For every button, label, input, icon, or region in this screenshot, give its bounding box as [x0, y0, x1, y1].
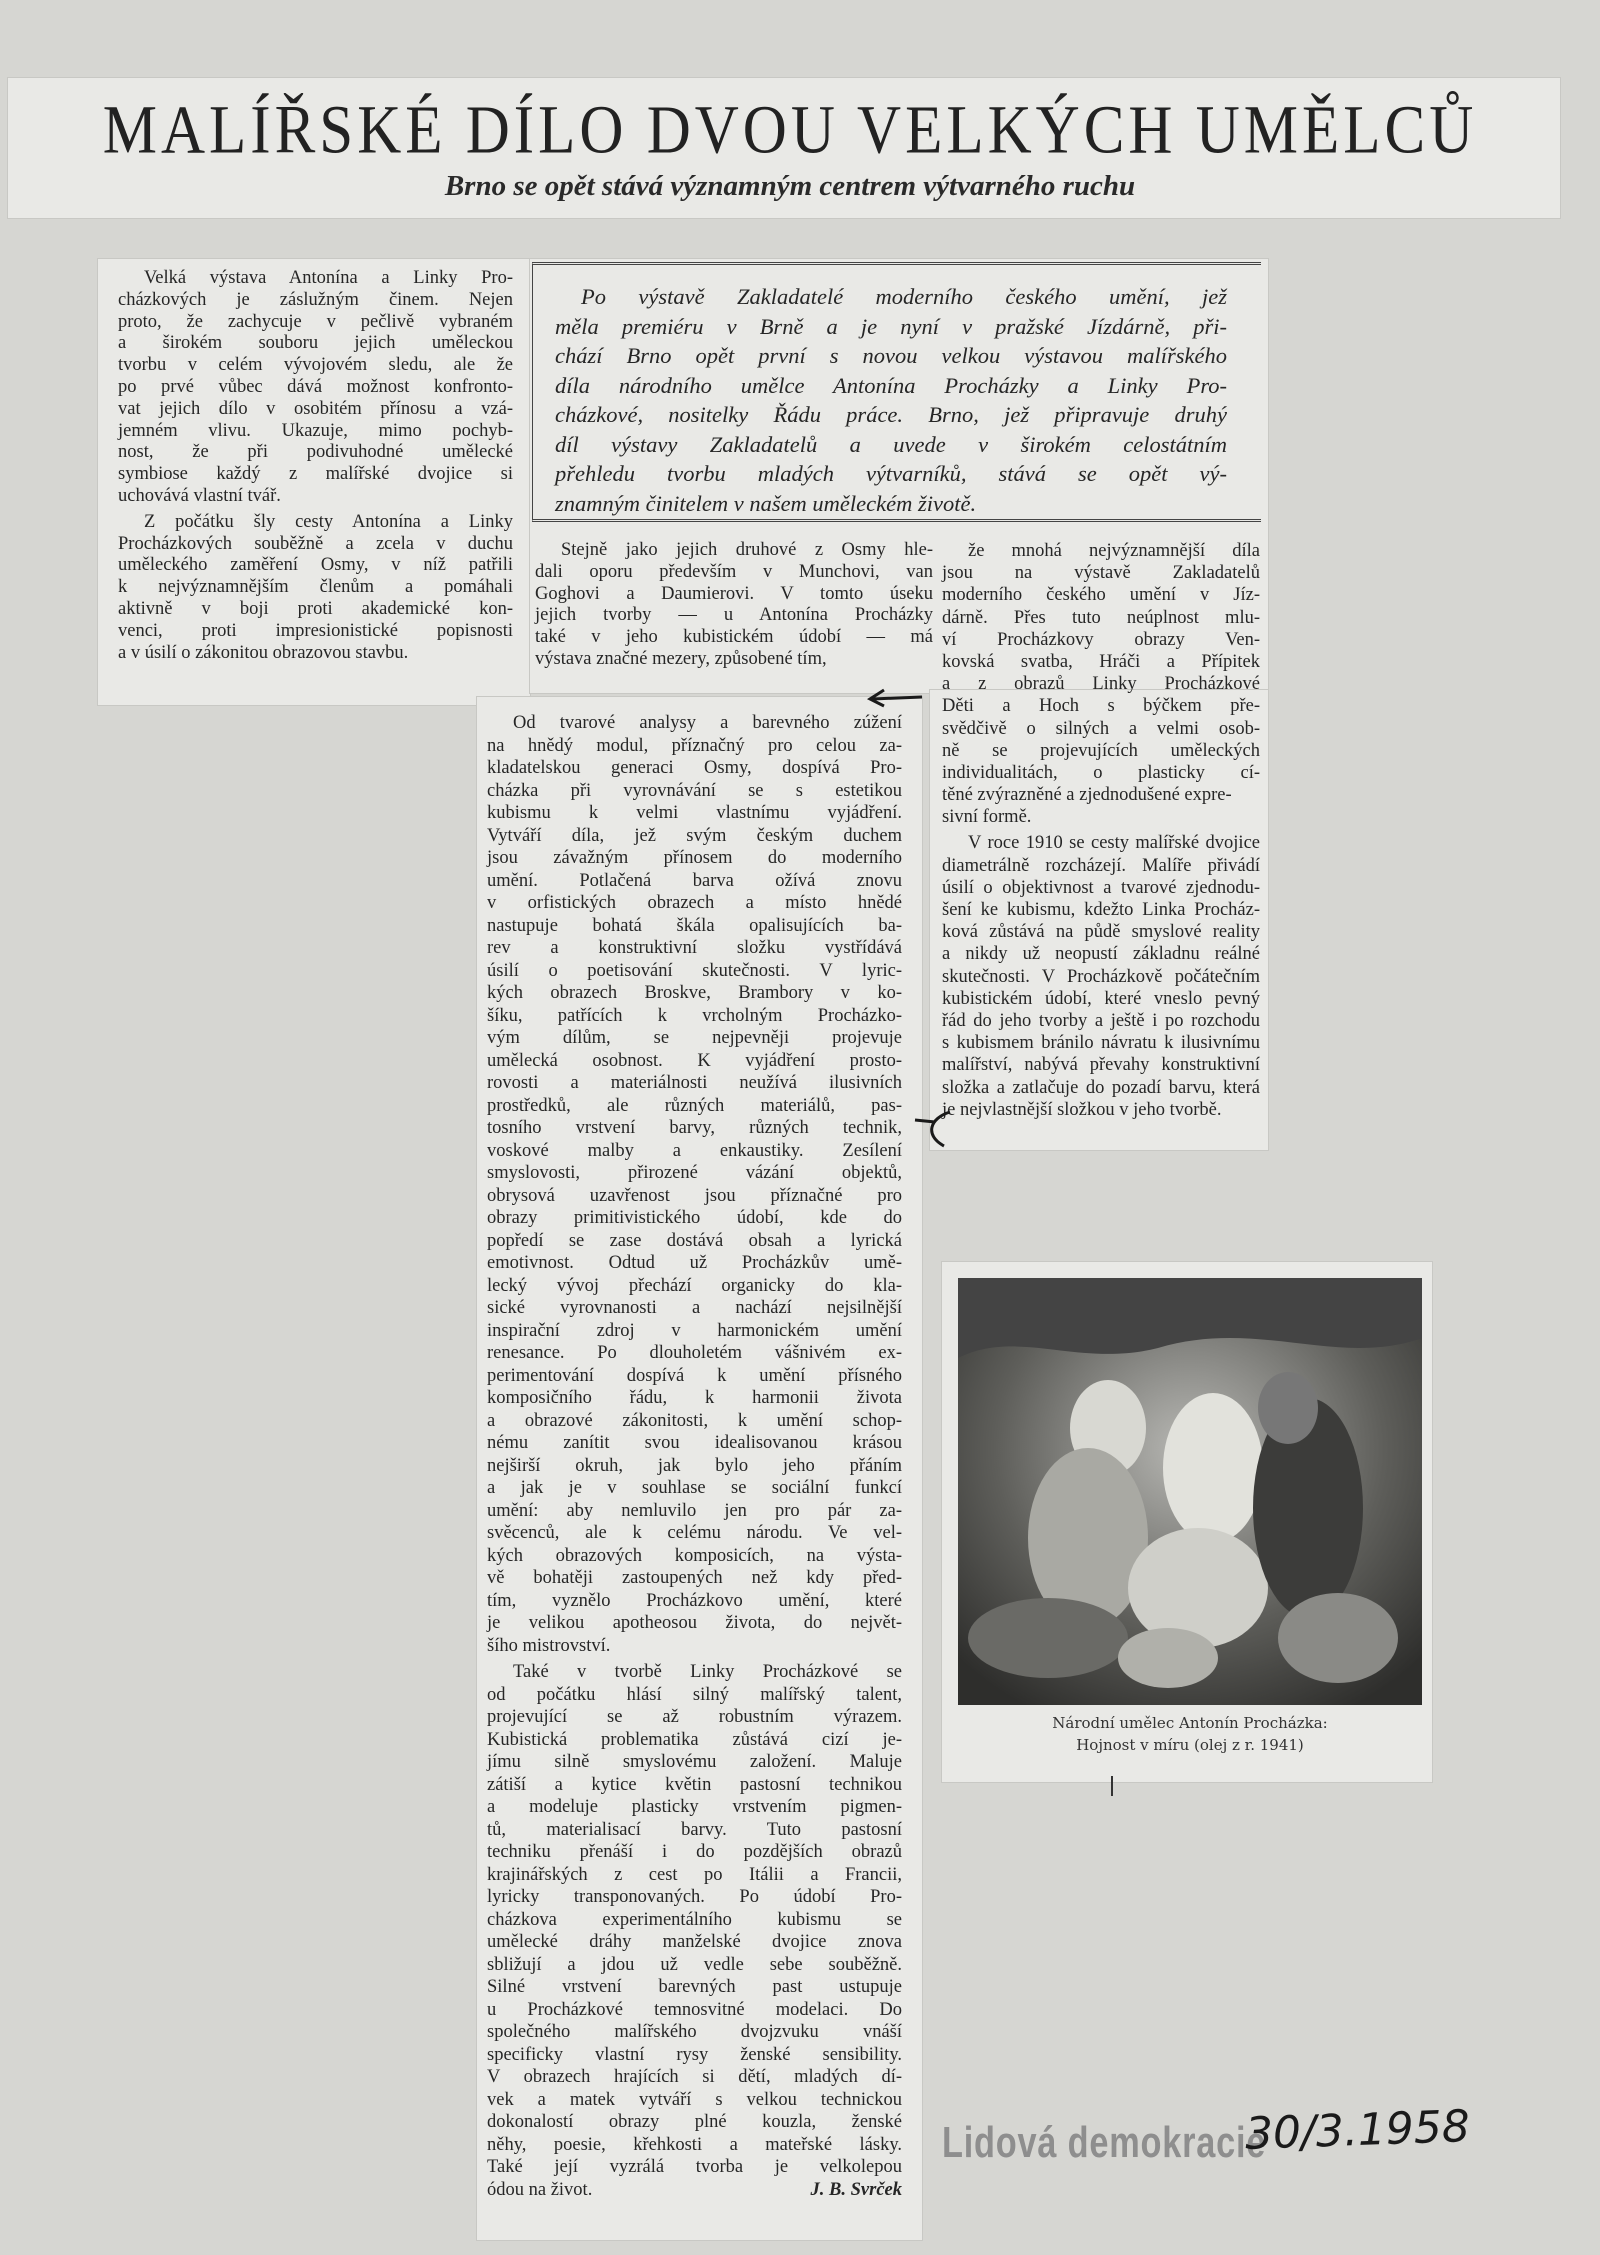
- text-line-content: individualitách, o plasticky cí-: [942, 762, 1260, 783]
- text-line-content: vě bohatěji zastoupených než kdy před-: [487, 1568, 902, 1588]
- text-line-content: smyslovosti, přirozené vázání objektů,: [487, 1163, 902, 1183]
- text-line: [487, 1387, 902, 1410]
- text-line-content: svědčivě o silných a velmi osob-: [942, 718, 1260, 739]
- text-line: [487, 1117, 902, 1140]
- text-line-content: a v úsilí o zákonitou obrazovou stavbu.: [118, 642, 409, 663]
- text-line: [487, 847, 902, 870]
- painting-image: [958, 1278, 1422, 1705]
- text-line: [942, 784, 1260, 806]
- text-line-content: také v jeho kubistickém údobí — má: [535, 627, 933, 648]
- text-line: [487, 892, 902, 915]
- text-line: [555, 400, 1227, 430]
- text-line-content: dárně. Přes tuto neúplnost mlu-: [942, 607, 1260, 628]
- text-line-content: Děti a Hoch s býčkem pře-: [942, 696, 1260, 717]
- text-line-content: Také její vyzrálá tvorba je velkolepou: [487, 2157, 902, 2177]
- paragraph: [487, 712, 902, 1657]
- text-line-content: Od tvarové analysy a barevného zúžení: [513, 713, 902, 733]
- text-line-content: komposičního řádu, k harmonii života: [487, 1388, 902, 1408]
- text-line-content: Procházkových souběžně a zcela v duchu: [118, 533, 513, 554]
- text-line-content: dokonalostí obrazy plné kouzla, ženské: [487, 2112, 902, 2132]
- text-line: [487, 1005, 902, 1028]
- text-line: [118, 464, 513, 486]
- text-line: [555, 282, 1227, 312]
- text-line-content: kubistickém údobí, které vneslo pevný: [942, 988, 1260, 1009]
- text-line-content: a modeluje plasticky vrstvením pigmen-: [487, 1797, 902, 1817]
- text-line: [942, 832, 1260, 854]
- paragraph: [555, 282, 1227, 518]
- text-line: [487, 1684, 902, 1707]
- text-line-content: Vytváří díla, jež svým českým duchem: [487, 825, 902, 846]
- text-line-content: těné zvýrazněné a zjednodušené expre-: [942, 785, 1232, 806]
- text-line-content: rovosti a materiálnosti neužívá ilusivních: [487, 1073, 902, 1093]
- text-line: [942, 584, 1260, 606]
- text-line-content: tů, materialisací barvy. Tuto pastosní: [487, 1819, 902, 1840]
- text-line-content: že mnohá nejvýznamnější díla: [968, 541, 1260, 561]
- text-line: [487, 2111, 902, 2134]
- text-line-content: kovská svatba, Hráči a Přípitek: [942, 651, 1260, 672]
- text-line-content: chází Brno opět první s novou velkou výstavou malířského: [555, 343, 1227, 368]
- text-line-content: sické vyrovnanosti a nachází nejsilnější: [487, 1298, 902, 1318]
- text-line-content: jsou závažným přínosem do moderního: [487, 848, 902, 868]
- text-line: [942, 629, 1260, 651]
- text-line-content: šení ke kubismu, kdežto Linka Procház-: [942, 900, 1260, 920]
- text-line: [487, 2044, 902, 2067]
- text-line: [487, 1567, 902, 1590]
- text-line-content: V roce 1910 se cesty malířské dvojice: [968, 833, 1260, 854]
- text-line: [487, 937, 902, 960]
- text-line-content: cházka při vyrovnávání se s estetikou: [487, 780, 902, 801]
- text-line: [487, 2089, 902, 2112]
- text-line: [942, 1099, 1260, 1121]
- text-line-content: diametrálně rozcházejí. Malíře přivádí: [942, 855, 1260, 876]
- text-line: [118, 577, 513, 599]
- intro-box-text: [555, 282, 1227, 518]
- text-line-content: perimentování dospívá k umění přísného: [487, 1365, 902, 1386]
- text-line-content: je nejvlastnější složkou v jeho tvorbě.: [942, 1099, 1222, 1120]
- column-b-text: [942, 540, 1260, 1121]
- text-line-content: zátiší a kytice květin pastosní technikou: [487, 1774, 902, 1795]
- text-line: [942, 673, 1260, 695]
- text-line: [942, 899, 1260, 921]
- text-line-content: a jak je v souhlase se sociální funkcí: [487, 1478, 902, 1498]
- text-line: [118, 399, 513, 421]
- text-line-content: skutečnosti. V Procházkově počátečním: [942, 966, 1260, 987]
- text-line-content: něhy, poesie, křehkosti a mateřské lásky.: [487, 2134, 902, 2155]
- text-line-content: úsilí o objektivnost a tvarové zjednodu-: [942, 877, 1260, 898]
- text-line-content: je velikou apotheosou života, do největ-: [487, 1613, 902, 1633]
- text-line-content: a nikdy už neopustí základnu reálné: [942, 944, 1260, 965]
- text-line-content: Silné vrstvení barevných past ustupuje: [487, 1977, 902, 1997]
- paragraph: [118, 268, 513, 508]
- text-line: [487, 757, 902, 780]
- text-line-content: Goghovi a Daumierovi. V tomto úseku: [535, 583, 933, 604]
- caption-line-2: Hojnost v míru (olej z r. 1941): [1076, 1736, 1304, 1754]
- paragraph: [942, 540, 1260, 828]
- text-line: [487, 1774, 902, 1797]
- text-line-content: šíku, patřících k vrcholným Procházko-: [487, 1005, 902, 1026]
- text-line-content: složka a zatlačuje do pozadí barvu, která: [942, 1077, 1260, 1098]
- text-line-content: malířství, nabývá převahy konstruktivní: [942, 1055, 1260, 1076]
- text-line: [118, 442, 513, 464]
- text-line: [487, 915, 902, 938]
- text-line-content: nému zanítit svou idealisovanou krásou: [487, 1433, 902, 1453]
- text-line-content: jemném vlivu. Ukazuje, mimo pochyb-: [118, 420, 513, 441]
- text-line: [487, 712, 902, 735]
- text-line-content: umění: aby nemluvilo jen pro pár za-: [487, 1500, 902, 1521]
- text-line-content: umělecká osobnost. K vyjádření prosto-: [487, 1050, 902, 1071]
- text-line-content: přehledu tvorbu mladých výtvarníků, stává se opět vý-: [555, 461, 1227, 486]
- text-line-content: popředí se zase dostává obsah a lyrická: [487, 1230, 902, 1251]
- text-line: [942, 1010, 1260, 1032]
- text-line: [487, 1095, 902, 1118]
- text-line: [487, 1342, 902, 1365]
- text-line-content: tvorbu v celém vývojovém sledu, ale že: [118, 355, 513, 376]
- text-line: [487, 1729, 902, 1752]
- text-line-content: rev a konstruktivní složku vystřídává: [487, 938, 902, 958]
- text-line-content: obrazy primitivistického údobí, kde do: [487, 1208, 902, 1228]
- text-line: [487, 825, 902, 848]
- text-line: [487, 1455, 902, 1478]
- text-line: [942, 651, 1260, 673]
- text-line: [487, 1207, 902, 1230]
- text-line: [487, 1185, 902, 1208]
- text-line: [487, 1751, 902, 1774]
- text-line-content: ví Procházkovy obrazy Ven-: [942, 629, 1260, 650]
- text-line: [487, 1661, 902, 1684]
- text-line-content: ková zůstává na půdě smyslové reality: [942, 922, 1260, 943]
- text-line-content: sbližují a jdou už vedle sebe souběžně.: [487, 1954, 902, 1975]
- headline-title: MALÍŘSKÉ DÍLO DVOU VELKÝCH UMĚLCŮ: [102, 92, 1478, 168]
- text-line: [555, 371, 1227, 401]
- text-line: [487, 1477, 902, 1500]
- text-line: [487, 1297, 902, 1320]
- text-line: [118, 268, 513, 290]
- text-line-content: lyricky transponovaných. Po údobí Pro-: [487, 1887, 902, 1907]
- text-line-content: uchovává vlastní tvář.: [118, 485, 281, 506]
- author-signature: J. B. Svrček: [810, 2179, 902, 2200]
- text-line-content: k nejvýznamnějším členům a pomáhali: [118, 577, 513, 598]
- text-line: [118, 290, 513, 312]
- text-line-content: inspirační zdroj v harmonickém umění: [487, 1320, 902, 1341]
- text-line: [487, 1027, 902, 1050]
- text-line: [487, 735, 902, 758]
- text-line-content: sivní formě.: [942, 807, 1032, 828]
- text-line-content: Po výstavě Zakladatelé moderního českého umění, jež: [581, 284, 1227, 309]
- text-line-content: obrysová uzavřenost jsou příznačné pro: [487, 1185, 902, 1206]
- text-line-content: V obrazech hrajících si dětí, mladých dí-: [487, 2067, 902, 2087]
- text-line: [118, 621, 513, 643]
- paragraph: [535, 540, 933, 671]
- text-line: [118, 355, 513, 377]
- text-line: [487, 780, 902, 803]
- text-line: [942, 1054, 1260, 1076]
- center-column-text: [487, 712, 902, 2201]
- text-line: [487, 960, 902, 983]
- text-line-content: voskové malby a enkaustiky. Zesílení: [487, 1140, 902, 1161]
- text-line: [942, 1077, 1260, 1099]
- text-line: [535, 540, 933, 562]
- text-line-content: specificky vlastní rysy ženské sensibility.: [487, 2044, 902, 2065]
- text-line: [487, 1931, 902, 1954]
- text-line: [487, 2021, 902, 2044]
- text-line: [942, 806, 1260, 828]
- text-line: [942, 540, 1260, 562]
- text-line: [118, 486, 513, 508]
- text-line: [487, 1909, 902, 1932]
- text-line: [487, 1230, 902, 1253]
- text-line-content: a z obrazů Linky Procházkové: [942, 674, 1260, 695]
- text-line-content: krajinářských z cest po Itálii a Francii,: [487, 1864, 902, 1885]
- text-line-content: kladatelskou generaci Osmy, dospívá Pro-: [487, 758, 902, 778]
- text-line: [535, 649, 933, 671]
- text-line-content: kých obrazech Broskve, Brambory v ko-: [487, 983, 902, 1003]
- text-line: [487, 982, 902, 1005]
- paragraph: [487, 1661, 902, 2201]
- text-line-content: umělecké dráhy manželské dvojice znova: [487, 1932, 902, 1952]
- text-line-content: nost, že při podivuhodné umělecké: [118, 442, 513, 463]
- text-line: [942, 740, 1260, 762]
- figure-caption: [980, 1712, 1400, 1756]
- text-line-content: tosního vrstvení barvy, různých technik,: [487, 1118, 902, 1138]
- text-line: [487, 1050, 902, 1073]
- text-line: [942, 1032, 1260, 1054]
- text-line: [487, 1706, 902, 1729]
- text-line-content: cházkové, nositelky Řádu práce. Brno, jež připravuje druhý: [555, 402, 1227, 427]
- text-line: [942, 695, 1260, 717]
- text-line-content: dali oporu především v Munchovi, van: [535, 561, 933, 582]
- text-line: [487, 1635, 902, 1658]
- text-line: [487, 1796, 902, 1819]
- paragraph: [942, 832, 1260, 1120]
- text-line-content: jejich tvorby — u Antonína Procházky: [535, 605, 933, 626]
- text-line: [118, 333, 513, 355]
- text-line-content: v orfistických obrazech a místo hnědé: [487, 893, 902, 913]
- left-column-text: [118, 268, 513, 664]
- text-line: [487, 2066, 902, 2089]
- text-line-content: měla premiéru v Brně a je nyní v pražské Jízdárně, při-: [555, 313, 1227, 339]
- text-line-content: cházkových je záslužným činem. Nejen: [118, 289, 513, 310]
- text-line-content: vek a matek vytváří s velkou technickou: [487, 2089, 902, 2110]
- text-line: [487, 1072, 902, 1095]
- text-line-content: řád do jeho tvorby a ještě i po rozchodu: [942, 1010, 1260, 1031]
- text-line-content: Velká výstava Antonína a Linky Pro-: [144, 268, 513, 288]
- text-line-content: kých obrazových komposicích, na výsta-: [487, 1545, 902, 1566]
- text-line-content: ně se projevujících uměleckých: [942, 740, 1260, 761]
- text-line-content: aktivně v boji proti akademické kon-: [118, 598, 513, 619]
- text-line: [942, 718, 1260, 740]
- text-line: [487, 1500, 902, 1523]
- text-line: [487, 1819, 902, 1842]
- text-line-content: umění. Potlačená barva ožívá znovu: [487, 870, 902, 891]
- text-line: [118, 421, 513, 443]
- text-line: [487, 870, 902, 893]
- text-line: [555, 312, 1227, 342]
- text-line-content: cházkova experimentálního kubismu se: [487, 1909, 902, 1930]
- text-line-content: společného malířského dvojzvuku vnáší: [487, 2022, 902, 2042]
- text-line-content: u Procházkové temnosvitné modelaci. Do: [487, 1999, 902, 2020]
- text-line: [942, 966, 1260, 988]
- text-line: [487, 1841, 902, 1864]
- text-line: [118, 599, 513, 621]
- text-line: [487, 1954, 902, 1977]
- text-line: [487, 1612, 902, 1635]
- text-line-content: projevující se až robustním výrazem.: [487, 1707, 902, 1727]
- text-line-content: a širokém souboru jejich uměleckou: [118, 333, 513, 354]
- text-line: [535, 627, 933, 649]
- text-line-content: renesance. Po dlouholetém vášnivém ex-: [487, 1343, 902, 1363]
- text-line: [487, 1140, 902, 1163]
- text-line-content: a obrazové zákonitosti, k umění schop-: [487, 1410, 902, 1431]
- text-line-content: venci, proti impresionistické popisnosti: [118, 620, 513, 641]
- text-line-content: od počátku hlásí silný malířský talent,: [487, 1684, 902, 1705]
- text-line: [118, 312, 513, 334]
- text-line: [487, 2134, 902, 2157]
- text-line-content: znamným činitelem v našem uměleckém životě.: [555, 490, 977, 516]
- text-line: [535, 584, 933, 606]
- text-line-content: nejširší okruh, jak bylo jeho přáním: [487, 1455, 902, 1476]
- paragraph: [118, 512, 513, 665]
- text-line: [487, 1522, 902, 1545]
- text-line: [555, 341, 1227, 371]
- text-line-content: úsilí o poetisování skutečnosti. V lyric-: [487, 960, 902, 981]
- text-line: [118, 512, 513, 534]
- text-line-content: lecký vývoj přechází organicky do kla-: [487, 1275, 902, 1296]
- text-line-content: na hnědý modul, příznačný pro celou za-: [487, 735, 902, 756]
- text-line: [535, 605, 933, 627]
- text-line: [535, 562, 933, 584]
- text-line: [942, 943, 1260, 965]
- text-line-content: vat jejich dílo v osobitém přínosu a vzá-: [118, 398, 513, 419]
- text-line: [942, 762, 1260, 784]
- text-line-content: ódou na život.: [487, 2179, 593, 2200]
- text-line-content: Stejně jako jejich druhové z Osmy hle-: [561, 540, 933, 560]
- headline-subtitle: Brno se opět stává významným centrem výtvarného ruchu: [444, 170, 1136, 202]
- text-line: [942, 877, 1260, 899]
- text-line: [555, 459, 1227, 489]
- text-line-content: Také v tvorbě Linky Procházkové se: [513, 1662, 902, 1682]
- text-line-content: nastupuje bohatá škála opalisujících ba-: [487, 915, 902, 936]
- text-line: [942, 988, 1260, 1010]
- text-line: [487, 1864, 902, 1887]
- text-line: [487, 2179, 902, 2202]
- text-line: [942, 562, 1260, 584]
- text-line: [487, 1886, 902, 1909]
- text-line: [487, 1432, 902, 1455]
- text-line-content: Z počátku šly cesty Antonína a Linky: [144, 511, 513, 532]
- text-line: [487, 1252, 902, 1275]
- caption-line-1: Národní umělec Antonín Procházka:: [1052, 1714, 1328, 1732]
- text-line-content: symbiose každý z malířské dvojice si: [118, 464, 513, 485]
- text-line: [487, 1999, 902, 2022]
- text-line-content: díl výstavy Zakladatelů a uvede v širokém celostátním: [555, 431, 1227, 457]
- text-line-content: emotivnost. Odtud už Procházkův umě-: [487, 1253, 902, 1273]
- text-line-content: techniku přenáší i do pozdějších obrazů: [487, 1842, 902, 1862]
- text-line: [487, 1545, 902, 1568]
- text-line: [555, 489, 1227, 519]
- text-line-content: svěcenců, ale k celému národu. Ve vel-: [487, 1523, 902, 1543]
- text-line: [487, 1320, 902, 1343]
- text-line-content: kubismu k velmi vlastnímu vyjádření.: [487, 803, 902, 823]
- text-line: [487, 1162, 902, 1185]
- text-line-content: šího mistrovství.: [487, 1635, 611, 1656]
- text-line-content: proto, že zachycuje v pečlivě vybraném: [118, 311, 513, 332]
- text-line: [555, 430, 1227, 460]
- handwritten-date: 30/3.1958: [1244, 2101, 1471, 2160]
- text-line-content: s kubismem bránilo návratu k ilusivnímu: [942, 1033, 1260, 1054]
- text-line: [118, 534, 513, 556]
- text-line-content: jímu silně smyslovému založení. Maluje: [487, 1752, 902, 1772]
- text-line: [942, 607, 1260, 629]
- text-line: [487, 802, 902, 825]
- text-line: [487, 1976, 902, 1999]
- text-line-content: díla národního umělce Antonína Procházky a Linky Pro-: [555, 372, 1227, 398]
- column-a-text: [535, 540, 933, 671]
- text-line-content: výstava značné mezery, způsobené tím,: [535, 648, 827, 669]
- text-line: [487, 2156, 902, 2179]
- text-line: [118, 643, 513, 665]
- text-line: [487, 1275, 902, 1298]
- text-line: [487, 1590, 902, 1613]
- text-line-content: Kubistická problematika zůstává cizí je-: [487, 1729, 902, 1750]
- text-line-content: moderního českého umění v Jíz-: [942, 585, 1260, 606]
- text-line: [487, 1365, 902, 1388]
- text-line-content: po prvé vůbec dává možnost konfronto-: [118, 376, 513, 397]
- text-line-content: tím, vyznělo Procházkovo umění, které: [487, 1590, 902, 1611]
- text-line: [942, 921, 1260, 943]
- text-line: [487, 1410, 902, 1433]
- newspaper-stamp: Lidová demokracie: [942, 2118, 1267, 2167]
- text-line: [942, 855, 1260, 877]
- text-line-content: jsou na výstavě Zakladatelů: [942, 563, 1260, 584]
- text-line-content: uměleckého zaměření Osmy, v níž patřili: [118, 555, 513, 576]
- text-line: [118, 555, 513, 577]
- text-line-content: vým dílům, se nejpevněji projevuje: [487, 1028, 902, 1048]
- text-line: [118, 377, 513, 399]
- text-line-content: prostředků, ale různých materiálů, pas-: [487, 1095, 902, 1116]
